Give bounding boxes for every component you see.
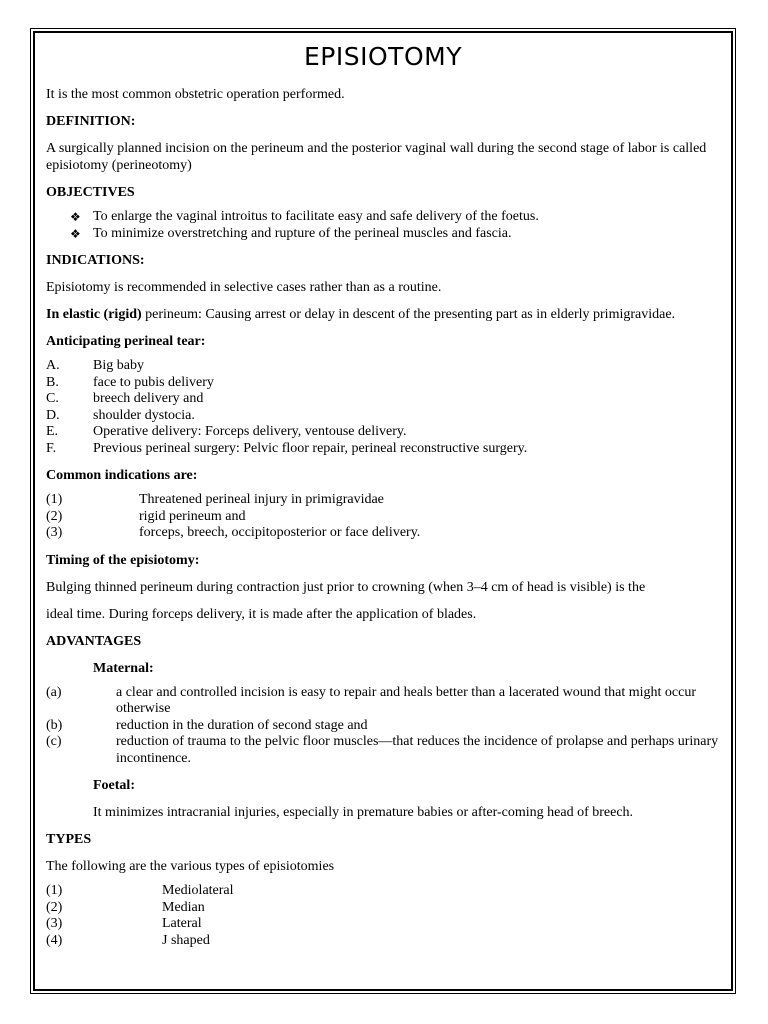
list-item xyxy=(70,209,720,226)
list-item-text: reduction in the duration of second stage and xyxy=(116,717,368,733)
list-marker: (4) xyxy=(46,932,63,948)
list-item xyxy=(46,375,720,392)
list-item xyxy=(70,226,720,243)
list-item-text: rigid perineum and xyxy=(139,508,246,524)
advantages-heading: ADVANTAGES xyxy=(46,633,142,649)
list-item xyxy=(46,883,720,900)
list-item-text: To minimize overstretching and rupture of the perineal muscles and fascia. xyxy=(93,225,512,241)
list-item-text: Big baby xyxy=(93,358,144,373)
list-item xyxy=(46,358,720,375)
objectives-heading: OBJECTIVES xyxy=(46,185,135,200)
list-item xyxy=(46,916,720,933)
maternal-heading: Maternal: xyxy=(93,660,154,676)
list-item xyxy=(46,424,720,441)
list-item-text: shoulder dystocia. xyxy=(93,407,195,423)
list-marker: A. xyxy=(46,358,60,373)
list-item xyxy=(46,408,720,425)
list-item-text: To enlarge the vaginal introitus to facilitate easy and safe delivery of the foetus. xyxy=(93,209,539,224)
list-item-text: reduction of trauma to the pelvic floor muscles—that reduces the incidence of prolapse and perhaps urinary incontinence. xyxy=(116,734,719,766)
objectives-list xyxy=(46,209,720,242)
list-marker: (1) xyxy=(46,492,63,507)
list-marker: B. xyxy=(46,374,59,390)
list-marker: (2) xyxy=(46,899,63,915)
anticipating-heading: Anticipating perineal tear: xyxy=(46,334,206,349)
intro-text: It is the most common obstetric operation performed. xyxy=(46,87,345,102)
anticipating-list xyxy=(46,358,720,457)
types-heading: TYPES xyxy=(46,832,92,847)
indications-heading: INDICATIONS: xyxy=(46,253,145,268)
list-item-text: Operative delivery: Forceps delivery, ventouse delivery. xyxy=(93,424,407,439)
list-marker: (b) xyxy=(46,717,63,733)
diamond-bullet-icon: ❖ xyxy=(70,210,81,224)
list-item xyxy=(46,900,720,917)
indications-text: Episiotomy is recommended in selective cases rather than as a routine. xyxy=(46,280,442,295)
list-marker: (a) xyxy=(46,684,62,700)
timing-heading: Timing of the episiotomy: xyxy=(46,552,200,568)
list-item xyxy=(46,734,720,767)
list-marker: (2) xyxy=(46,508,63,524)
list-item xyxy=(46,509,720,526)
list-item xyxy=(46,492,720,509)
types-list xyxy=(46,883,720,949)
list-item-text: Lateral xyxy=(162,916,202,931)
list-item xyxy=(46,525,720,542)
list-item-text: Threatened perineal injury in primigravidae xyxy=(139,492,384,507)
list-item xyxy=(46,685,720,718)
list-marker: (1) xyxy=(46,883,63,898)
list-item-text: face to pubis delivery xyxy=(93,374,214,390)
common-indications-heading: Common indications are: xyxy=(46,468,198,483)
list-item-text: J shaped xyxy=(162,932,210,948)
common-indications-list xyxy=(46,492,720,542)
types-text: The following are the various types of episiotomies xyxy=(46,859,335,874)
maternal-list xyxy=(46,685,720,768)
list-marker: D. xyxy=(46,407,60,423)
list-item-text: a clear and controlled incision is easy to repair and heals better than a lacerated wound that might occur otherwise xyxy=(116,684,696,716)
page-title: EPISIOTOMY xyxy=(304,42,462,71)
timing-text-line1: Bulging thinned perineum during contraction just prior to crowning (when 3–4 cm of head is visible) is the xyxy=(46,579,646,595)
list-marker: (3) xyxy=(46,916,63,931)
list-item-text: breech delivery and xyxy=(93,391,204,406)
list-marker: C. xyxy=(46,391,59,406)
document-content xyxy=(46,40,720,949)
list-item xyxy=(46,391,720,408)
list-item xyxy=(46,718,720,735)
timing-text-line2: ideal time. During forceps delivery, it is made after the application of blades. xyxy=(46,606,477,622)
list-item xyxy=(46,441,720,458)
definition-heading: DEFINITION: xyxy=(46,114,136,129)
list-item-text: Median xyxy=(162,899,205,915)
foetal-heading: Foetal: xyxy=(93,778,135,793)
list-marker: (c) xyxy=(46,734,62,749)
definition-text: A surgically planned incision on the perineum and the posterior vaginal wall during the second stage of labor is called episiotomy (perineotomy) xyxy=(46,141,707,173)
inelastic-description: perineum: Causing arrest or delay in descent of the presenting part as in elderly primigravidae. xyxy=(141,307,676,322)
diamond-bullet-icon: ❖ xyxy=(70,226,81,241)
list-marker: (3) xyxy=(46,525,63,540)
list-marker: F. xyxy=(46,440,57,456)
list-item xyxy=(46,933,720,950)
inelastic-perineum-text xyxy=(46,306,720,323)
list-marker: E. xyxy=(46,424,59,439)
inelastic-label: In elastic (rigid) xyxy=(46,307,142,322)
foetal-text: It minimizes intracranial injuries, especially in premature babies or after-coming head of breech. xyxy=(93,805,634,820)
list-item-text: Previous perineal surgery: Pelvic floor repair, perineal reconstructive surgery. xyxy=(93,440,528,456)
list-item-text: forceps, breech, occipitoposterior or face delivery. xyxy=(139,525,421,540)
list-item-text: Mediolateral xyxy=(162,883,234,898)
